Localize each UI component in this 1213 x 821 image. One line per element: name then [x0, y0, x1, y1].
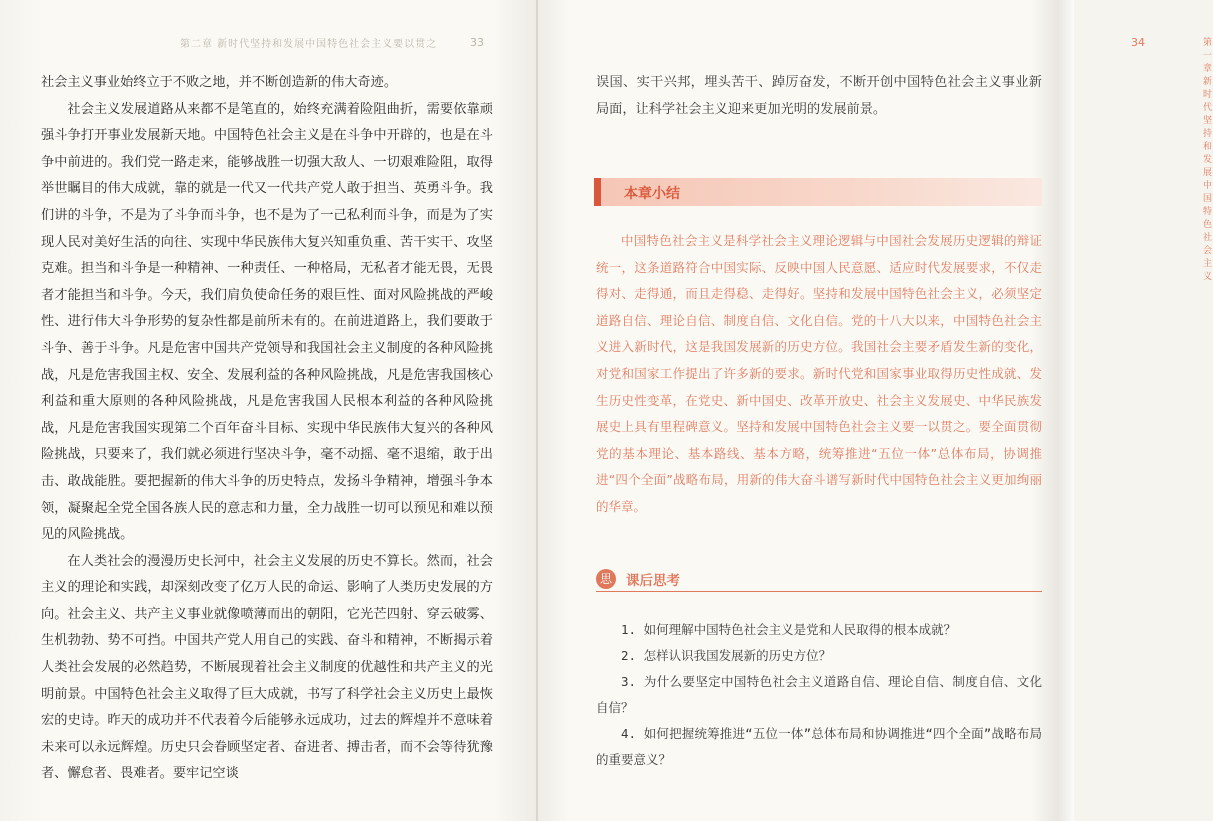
gutter [536, 0, 538, 821]
heading-rule [596, 591, 1042, 592]
question-item: 4. 如何把握统筹推进“五位一体”总体布局和协调推进“四个全面”战略布局的重要意义？ [596, 726, 1042, 767]
review-questions-list [596, 617, 1042, 773]
continuation-text [596, 70, 1042, 123]
page-number-left: 33 [470, 36, 484, 49]
question-item: 2. 怎样认识我国发展新的历史方位？ [621, 648, 832, 663]
left-page [0, 0, 536, 821]
chapter-summary-text: 中国特色社会主义是科学社会主义理论逻辑与中国社会发展历史逻辑的辩证统一，这条道路符合中国实际、反映中国人民意愿、适应时代发展要求，不仅走得对、走得通，而且走得稳、走得好。坚持和发展中国特色社会主义，必须坚定道路自信、理论自信、制度自信、文化自信。党的十八大以来，中国特色社会主义进入新时代，这是我国发展新的历史方位。我国社会主要矛盾发生新的变化，对党和国家工作提出了许多新的要求。新时代党和国家事业取得历史性成就、发生历史性变革，在党史、新中国史、改革开放史、社会主义发展史、中华民族发展史上具有里程碑意义。坚持和发展中国特色社会主义要一以贯之。要全面贯彻党的基本理论、基本路线、基本方略，统筹推进“五位一体”总体布局，协调推进“四个全面”战略布局，用新的伟大奋斗谱写新时代中国特色社会主义更加绚丽的华章。 [596, 233, 1042, 514]
paragraph: 社会主义事业始终立于不败之地，并不断创造新的伟大奇迹。 [41, 75, 398, 90]
review-questions-heading [596, 567, 1042, 593]
paragraph: 误国、实干兴邦，埋头苦干、踔厉奋发，不断开创中国特色社会主义事业新局面，让科学社会主义迎来更加光明的发展前景。 [596, 75, 1042, 117]
paragraph: 在人类社会的漫漫历史长河中，社会主义发展的历史不算长。然而，社会主义的理论和实践，却深刻改变了亿万人民的命运、影响了人类历史发展的方向。社会主义、共产主义事业就像喷薄而出的朝阳，它光芒四射、穿云破雾、生机勃勃、势不可挡。中国共产党人用自己的实践、奋斗和精神，不断揭示着人类社会发展的必然趋势，不断展现着社会主义制度的优越性和共产主义的光明前景。中国特色社会主义取得了巨大成就，书写了科学社会主义历史上最恢宏的史诗。昨天的成功并不代表着今后能够永远成功，过去的辉煌并不意味着未来可以永远辉煌。历史只会眷顾坚定者、奋进者、搏击者，而不会等待犹豫者、懈怠者、畏难者。要牢记空谈 [41, 553, 493, 782]
review-questions-title: 课后思考 [626, 573, 680, 589]
page-number-right: 34 [1131, 36, 1145, 49]
summary-accent-bar [594, 178, 601, 206]
chapter-summary-heading [594, 178, 1042, 206]
paragraph: 社会主义发展道路从来都不是笔直的，始终充满着险阻曲折，需要依靠顽强斗争打开事业发展新天地。中国特色社会主义是在斗争中开辟的，也是在斗争中前进的。我们党一路走来，能够战胜一切强大敌人、一切艰难险阻，取得举世瞩目的伟大成就，靠的就是一代又一代共产党人敢于担当、英勇斗争。我们讲的斗争，不是为了斗争而斗争，也不是为了一己私利而斗争，而是为了实现人民对美好生活的向往、实现中华民族伟大复兴知重负重、苦干实干、攻坚克难。担当和斗争是一种精神、一种责任、一种格局，无私者才能无畏，无畏者才能担当和斗争。今天，我们肩负使命任务的艰巨性、面对风险挑战的严峻性、进行伟大斗争形势的复杂性都是前所未有的。在前进道路上，我们要敢于斗争、善于斗争。凡是危害中国共产党领导和我国社会主义制度的各种风险挑战，凡是危害我国主权、安全、发展利益的各种风险挑战，凡是危害我国核心利益和重大原则的各种风险挑战，凡是危害我国人民根本利益的各种风险挑战，凡是危害我国实现第二个百年奋斗目标、实现中华民族伟大复兴的各种风险挑战，只要来了，我们就必须进行坚决斗争，毫不动摇、毫不退缩，敢于出击、敢战能胜。要把握新的伟大斗争的历史特点，发扬斗争精神，增强斗争本领，凝聚起全党全国各族人民的意志和力量，全力战胜一切可以预见和难以预见的风险挑战。 [41, 101, 493, 543]
think-icon: 思 [596, 569, 616, 589]
running-head-right: 第一章 新时代坚持和发展中国特色社会主义 [1203, 38, 1213, 282]
question-item: 1. 如何理解中国特色社会主义是党和人民取得的根本成就？ [621, 622, 957, 637]
question-item: 3. 为什么要坚定中国特色社会主义道路自信、理论自信、制度自信、文化自信？ [596, 674, 1042, 715]
running-head-left: 第二章 新时代坚持和发展中国特色社会主义要以贯之 [180, 39, 438, 50]
summary-title: 本章小结 [624, 186, 680, 202]
left-body-text [41, 70, 493, 788]
